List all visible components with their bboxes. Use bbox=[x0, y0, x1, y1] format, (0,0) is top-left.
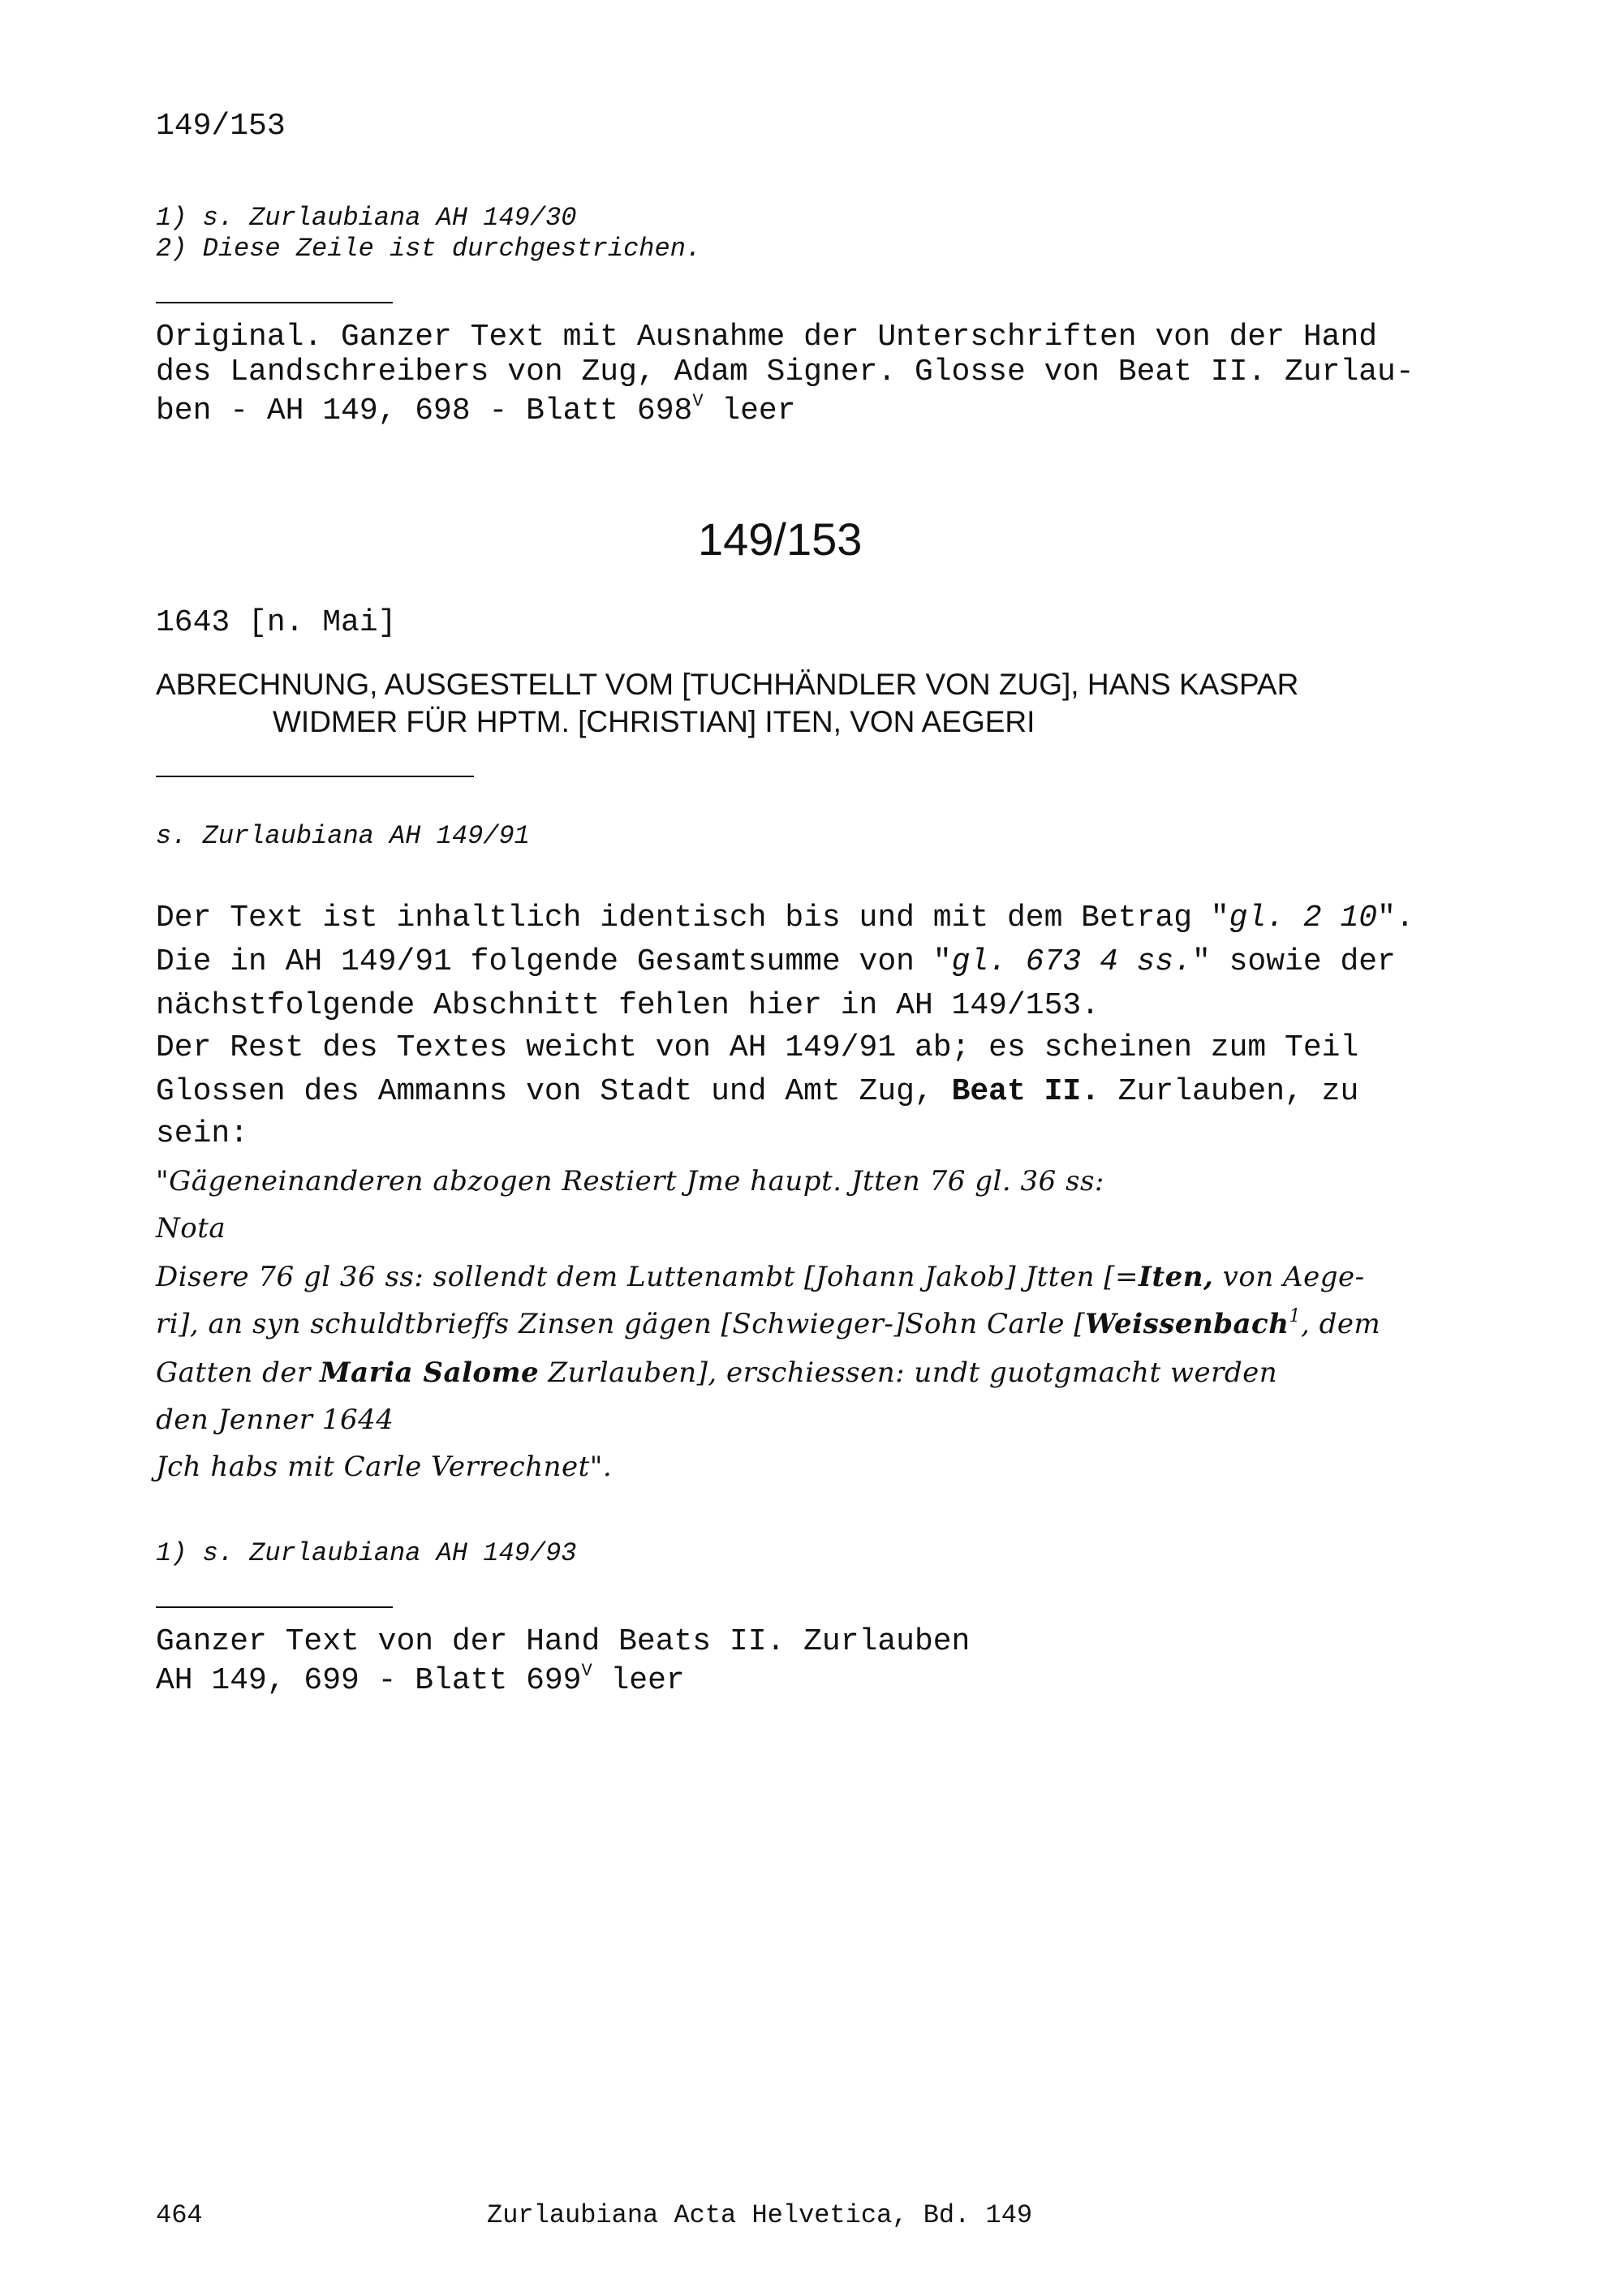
quote-text: Disere 76 gl 36 ss: sollendt dem Luttenambt [Johann Jakob] Jtten [= bbox=[156, 1261, 1139, 1293]
cross-reference: s. Zurlaubiana AH 149/91 bbox=[156, 821, 530, 851]
body-line-5 bbox=[156, 1074, 1358, 1110]
source-line-2 bbox=[156, 1663, 685, 1699]
source-text: AH 149, 699 - Blatt 699 bbox=[156, 1663, 582, 1698]
amount-citation: gl. 673 4 ss. bbox=[951, 944, 1193, 979]
quote-line-1: "Gägeneinanderen abzogen Restiert Jme haupt. Jtten 76 gl. 36 ss: bbox=[156, 1165, 1104, 1197]
body-text: Der Text ist inhaltlich identisch bis und mit dem Betrag " bbox=[156, 901, 1229, 935]
body-line-6: sein: bbox=[156, 1116, 249, 1151]
quote-text: ri], an syn schuldtbrieffs Zinsen gägen [Schwieger-]Sohn Carle [ bbox=[156, 1308, 1086, 1340]
running-header: 149/153 bbox=[156, 109, 286, 144]
prev-source-text: ben - AH 149, 698 - Blatt 698 bbox=[156, 393, 693, 428]
body-line-2 bbox=[156, 944, 1396, 980]
quote-text: Zurlauben], erschiessen: undt guotgmacht werden bbox=[539, 1357, 1278, 1389]
source-line-1: Ganzer Text von der Hand Beats II. Zurlauben bbox=[156, 1624, 971, 1659]
quote-line-6: den Jenner 1644 bbox=[156, 1404, 394, 1436]
person-name: Iten, bbox=[1139, 1261, 1214, 1293]
quote-text: Gatten der bbox=[156, 1357, 321, 1389]
document-date: 1643 [n. Mai] bbox=[156, 605, 397, 640]
prev-footnote-2: 2) Diese Zeile ist durchgestrichen. bbox=[156, 234, 702, 264]
title-divider bbox=[156, 776, 474, 777]
document-title-line-1: ABRECHNUNG, AUSGESTELLT VOM [TUCHHÄNDLER VON ZUG], HANS KASPAR bbox=[156, 668, 1299, 701]
footnote-1: 1) s. Zurlaubiana AH 149/93 bbox=[156, 1538, 577, 1568]
footnote-divider bbox=[156, 302, 393, 303]
document-number: 149/153 bbox=[698, 514, 863, 565]
quote-line-5 bbox=[156, 1355, 1277, 1391]
series-title: Zurlaubiana Acta Helvetica, Bd. 149 bbox=[487, 2200, 1033, 2230]
body-text: Die in AH 149/91 folgende Gesamtsumme von " bbox=[156, 944, 952, 979]
verso-mark: V bbox=[581, 1661, 592, 1682]
body-text: " sowie der bbox=[1192, 944, 1396, 979]
prev-source-line-1: Original. Ganzer Text mit Ausnahme der Unterschriften von der Hand bbox=[156, 320, 1378, 355]
body-line-4: Der Rest des Textes weicht von AH 149/91 ab; es scheinen zum Teil bbox=[156, 1030, 1359, 1065]
prev-source-tail: leer bbox=[703, 393, 796, 428]
footnote-marker: 1 bbox=[1289, 1305, 1301, 1326]
quote-line-2: Nota bbox=[156, 1212, 226, 1245]
quote-text: , dem bbox=[1300, 1308, 1381, 1340]
prev-footnote-1: 1) s. Zurlaubiana AH 149/30 bbox=[156, 203, 577, 233]
amount-citation: gl. 2 10 bbox=[1229, 901, 1378, 935]
verso-mark: V bbox=[692, 391, 704, 412]
person-name: Maria Salome bbox=[320, 1357, 540, 1389]
body-line-1 bbox=[156, 901, 1414, 936]
quote-line-4 bbox=[156, 1306, 1380, 1342]
source-tail: leer bbox=[592, 1663, 685, 1698]
prev-source-line-3 bbox=[156, 393, 796, 429]
person-name: Beat II. bbox=[951, 1074, 1100, 1109]
document-title-line-2: WIDMER FÜR HPTM. [CHRISTIAN] ITEN, VON AEGERI bbox=[273, 705, 1035, 738]
quote-text: von Aege- bbox=[1213, 1261, 1365, 1293]
person-name: Weissenbach bbox=[1085, 1308, 1289, 1340]
page-number: 464 bbox=[156, 2200, 203, 2230]
body-line-3: nächstfolgende Abschnitt fehlen hier in AH 149/153. bbox=[156, 988, 1100, 1023]
body-text: Zurlauben, zu bbox=[1100, 1074, 1359, 1109]
prev-source-line-2: des Landschreibers von Zug, Adam Signer. Glosse von Beat II. Zurlau- bbox=[156, 355, 1414, 389]
quote-line-3 bbox=[156, 1259, 1365, 1295]
body-text: Glossen des Ammanns von Stadt und Amt Zug, bbox=[156, 1074, 952, 1109]
quote-line-7: Jch habs mit Carle Verrechnet". bbox=[156, 1451, 613, 1483]
body-text: ". bbox=[1377, 901, 1414, 935]
source-divider bbox=[156, 1606, 393, 1608]
